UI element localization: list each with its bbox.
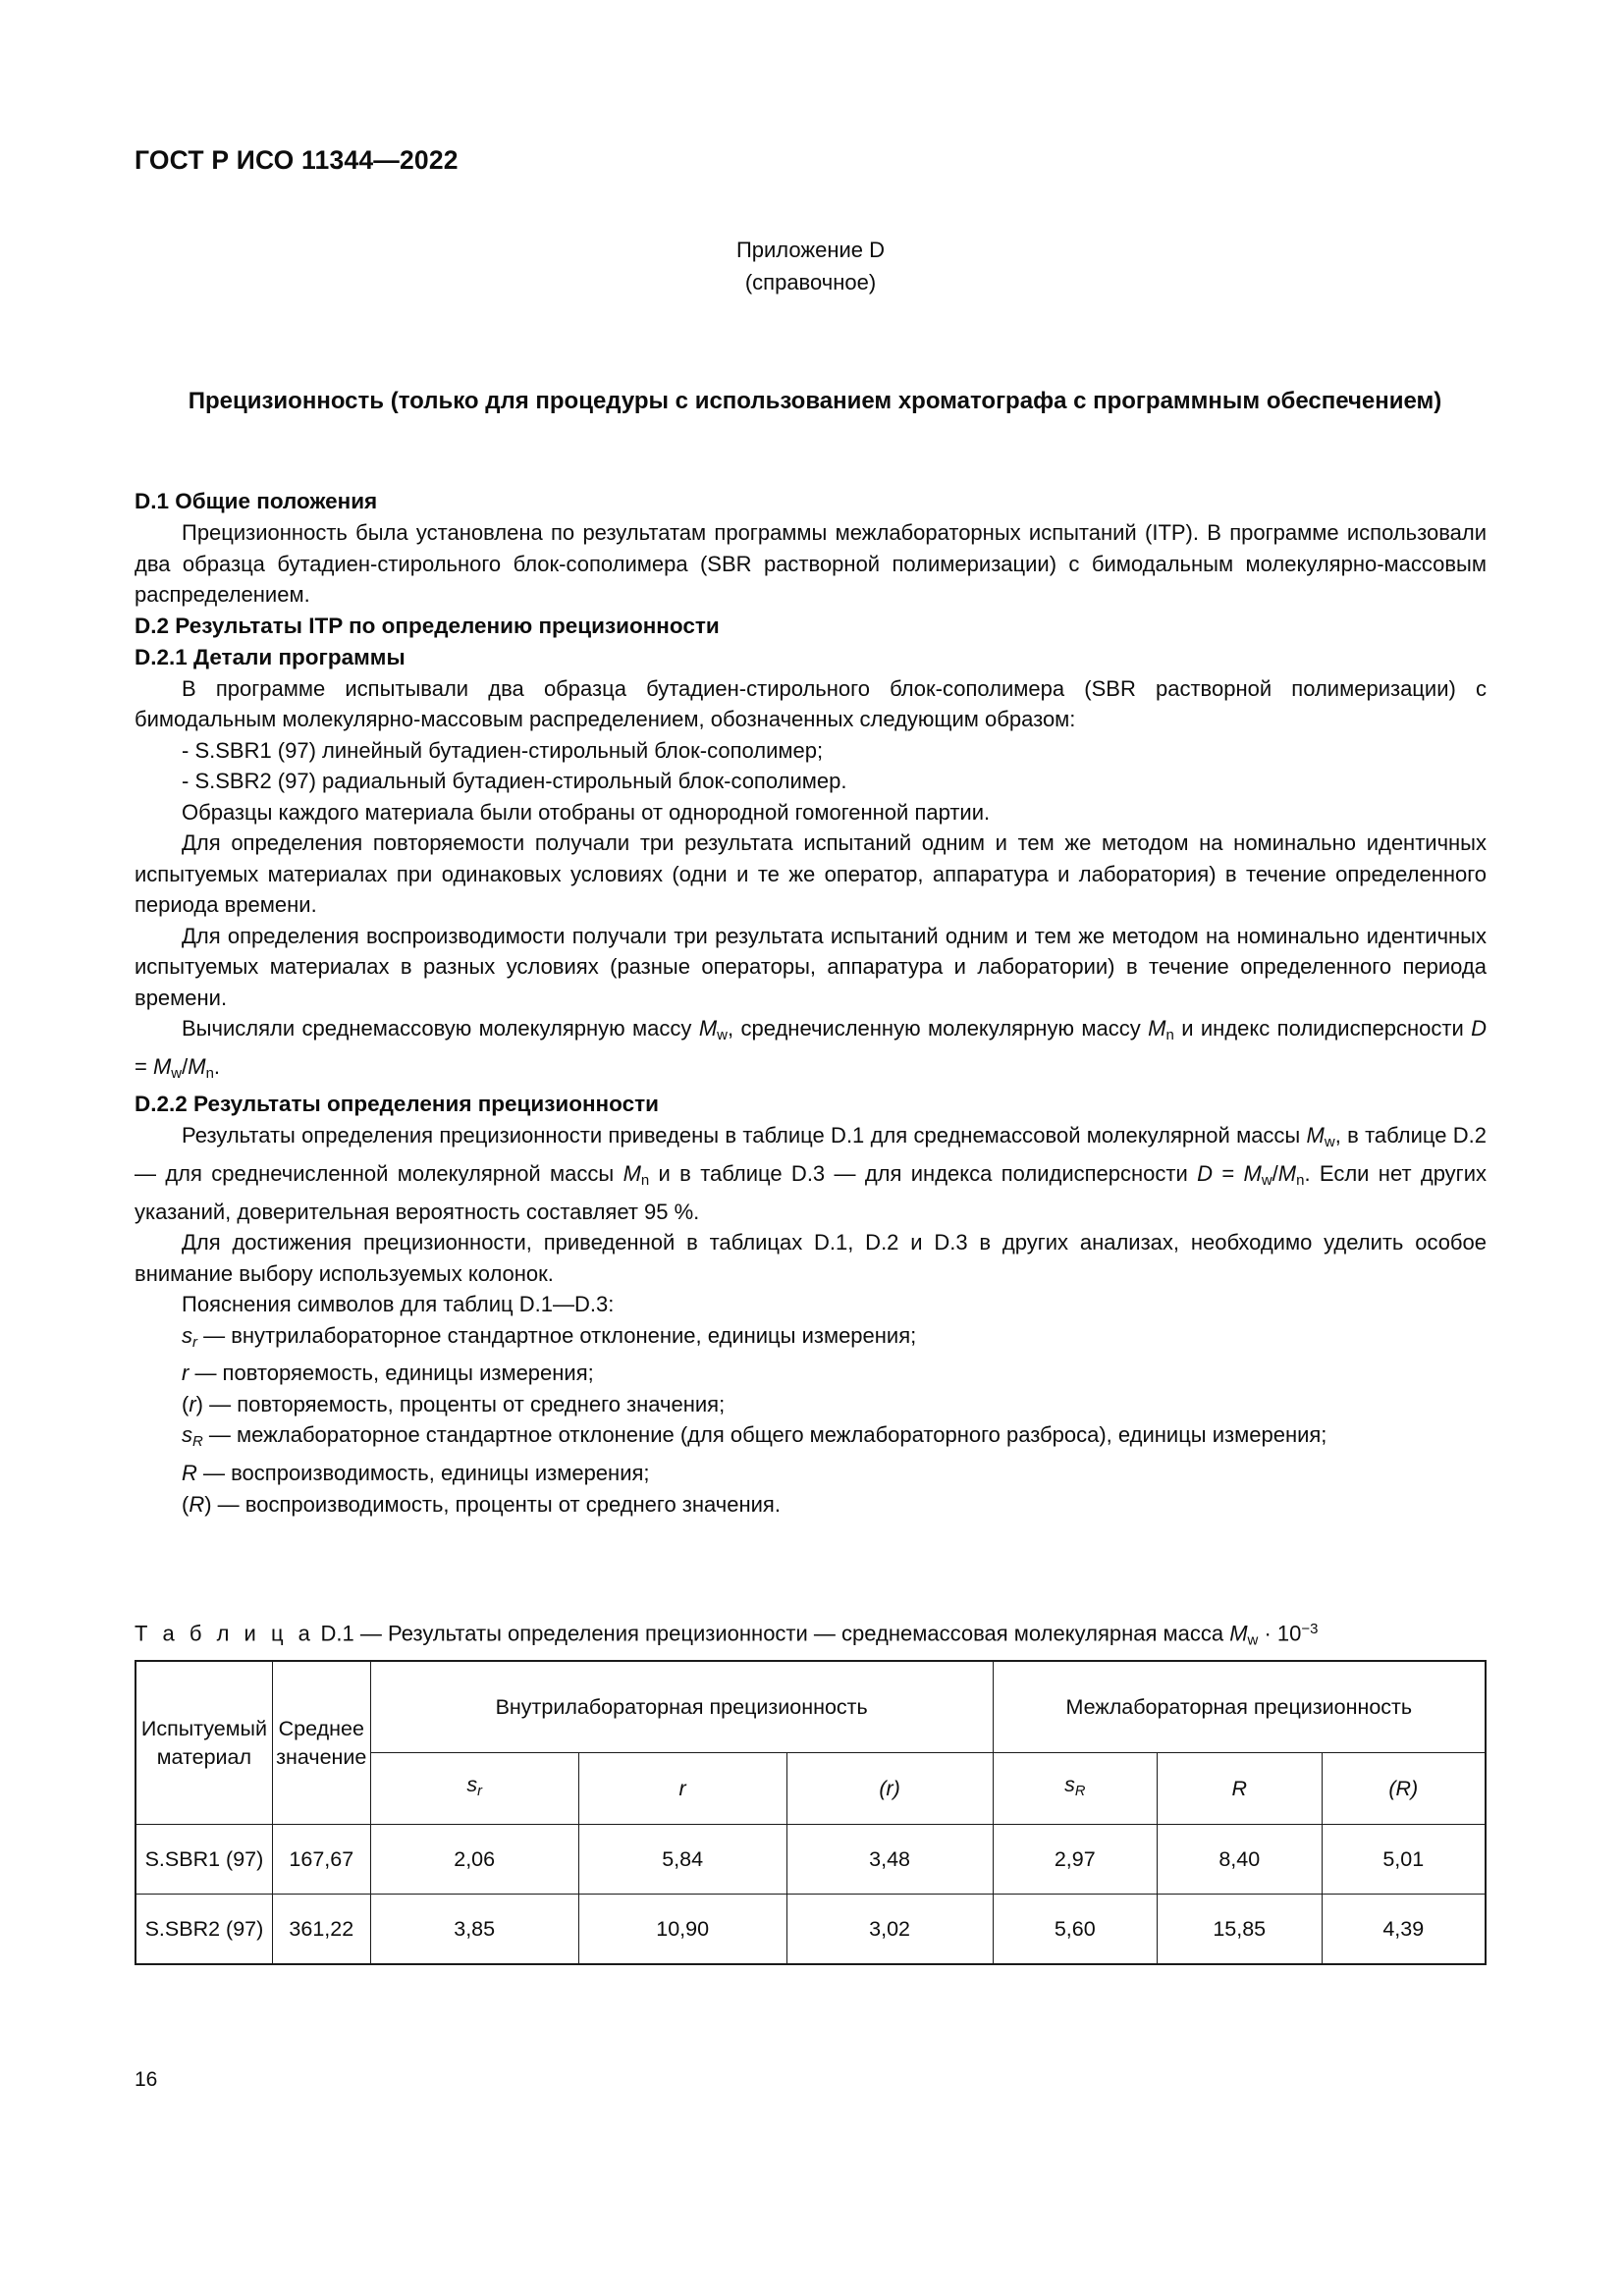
text-fragment: · 10 xyxy=(1258,1621,1302,1646)
header-group-interlab: Межлабораторная прецизионность xyxy=(993,1661,1486,1753)
table-header-row-groups xyxy=(135,1661,1486,1753)
text-fragment: — воспроизводимость, проценты от среднего значения. xyxy=(211,1491,781,1517)
text-fragment: Результаты определения прецизионности приведены в таблице D.1 для среднемассовой молекулярной массы xyxy=(182,1123,1307,1148)
text-fragment: — внутрилабораторное стандартное отклонение, единицы измерения; xyxy=(196,1322,917,1348)
text-fragment: и индекс полидисперсности xyxy=(1173,1016,1472,1041)
symbol-mn-2: M xyxy=(188,1053,206,1079)
symbol-definition-r xyxy=(135,1358,1487,1389)
cell-material: S.SBR2 (97) xyxy=(135,1895,272,1965)
header-mean: Среднее значение xyxy=(272,1661,370,1825)
paragraph-d22-1: Результаты определения прецизионности приведены в таблице D.1 для среднемассовой молекулярной массы $M_w$, в таблице D.2 — для среднечисленной молекулярной массы $M_n$ и в таблице D.3 — для индекса полидисперсности $D = M_w/M_n$. Если нет других указаний, доверительная вероятность составляет 95 %. xyxy=(135,1123,1487,1224)
table-caption-label: Т а б л и ц а xyxy=(135,1621,315,1646)
text-fragment: . xyxy=(213,1053,221,1079)
cell-R: 15,85 xyxy=(1157,1895,1322,1965)
annex-subtitle: (справочное) xyxy=(744,270,877,294)
cell-sr: 2,06 xyxy=(370,1825,578,1895)
symbol-mw-3-subscript: w xyxy=(1324,1134,1335,1151)
symbol-definition-r-paren: (r) — повторяемость, проценты от среднего значения; xyxy=(182,1391,726,1416)
symbol-mw-3: M xyxy=(1306,1123,1325,1148)
symbol-d-2: D xyxy=(1197,1161,1213,1187)
section-heading-d22: D.2.2 Результаты определения прецизионности xyxy=(135,1092,659,1117)
symbol-mw-2-subscript: w xyxy=(171,1064,183,1082)
header-sym-R: R xyxy=(1157,1753,1322,1825)
table-row xyxy=(135,1895,1486,1965)
symbol-mn: M xyxy=(1148,1016,1166,1041)
symbol-r: r xyxy=(182,1361,189,1386)
symbol-mn-4-subscript: n xyxy=(1296,1172,1305,1190)
cell-sR: 5,60 xyxy=(993,1895,1157,1965)
text-fragment: и в таблице D.3 — для индекса полидисперсности xyxy=(649,1161,1198,1187)
symbol-definition-sr xyxy=(135,1320,1487,1359)
paragraph-d21-5: Вычисляли среднемассовую молекулярную массу $M_w$, среднечисленную молекулярную массу $M_n$ и индекс полидисперсности $D = M_w/M_n$. xyxy=(135,1016,1488,1082)
paragraph-d21-4: Для определения воспроизводимости получали три результата испытаний одним и тем же методом на номинально идентичных испытуемых материалах в разных условиях (разные операторы, аппаратура и лаборатории) в течение определенного периода времени. xyxy=(135,923,1487,1010)
paragraph-d22-3: Пояснения символов для таблиц D.1—D.3: xyxy=(182,1292,615,1317)
text-fragment: — межлабораторное стандартное отклонение (для общего межлабораторного разброса), единицы измерения; xyxy=(202,1422,1327,1448)
symbol-definition-R-paren: (R) — воспроизводимость, проценты от среднего значения. xyxy=(182,1491,781,1517)
table-body xyxy=(135,1825,1486,1965)
cell-r: 5,84 xyxy=(578,1825,786,1895)
header-sym-sR: $s_R$ xyxy=(993,1753,1157,1825)
symbol-R-paren: R xyxy=(189,1491,205,1517)
text-fragment: . Если нет других указаний, доверительная вероятность составляет 95 %. xyxy=(135,1161,1487,1224)
paragraph-d21-1: В программе испытывали два образца бутадиен-стирольного блок-сополимера (SBR растворной полимеризации) с бимодальным молекулярно-массовым распределением, обозначенных следующим образом: xyxy=(135,675,1487,731)
list-item-ssbr2: - S.SBR2 (97) радиальный бутадиен-стирольный блок-сополимер. xyxy=(182,769,847,793)
table-caption-number: D.1 xyxy=(320,1621,354,1646)
symbol-s: s xyxy=(182,1322,192,1348)
list-item-ssbr1: - S.SBR1 (97) линейный бутадиен-стирольный блок-сополимер; xyxy=(182,737,824,763)
cell-r: 10,90 xyxy=(578,1895,786,1965)
symbol-mn-3-subscript: n xyxy=(640,1172,650,1190)
header-material: Испытуемый материал xyxy=(135,1661,272,1825)
cell-sr: 3,85 xyxy=(370,1895,578,1965)
section-heading-d1: D.1 Общие положения xyxy=(135,489,378,513)
symbol-mw-caption: M xyxy=(1229,1621,1248,1646)
text-fragment: Вычисляли среднемассовую молекулярную массу xyxy=(182,1016,699,1041)
symbol-mw-4-subscript: w xyxy=(1261,1172,1272,1190)
symbol-s-subscript-R: R xyxy=(192,1433,203,1451)
text-fragment: , среднечисленную молекулярную массу xyxy=(727,1016,1149,1041)
paragraph-d1-1: Прецизионность была установлена по результатам программы межлабораторных испытаний (ITP). В программе использовали два образца бутадиен-стирольного блок-сополимера (SBR растворной полимеризации) с бимодальным молекулярно-массовым распределением. xyxy=(135,520,1487,607)
symbol-mn-2-subscript: n xyxy=(205,1064,214,1082)
section-heading-d2: D.2 Результаты ITP по определению прецизионности xyxy=(135,613,720,638)
symbol-r-paren: r xyxy=(189,1391,196,1416)
header-sym-R-paren: (R) xyxy=(1322,1753,1486,1825)
paragraph-d21-3: Для определения повторяемости получали три результата испытаний одним и тем же методом на номинально идентичных испытуемых материалах при одинаковых условиях (одни и те же оператор, аппаратура и лаборатория) в течение определенного периода времени. xyxy=(135,830,1487,917)
precision-results-table xyxy=(135,1660,1487,1965)
table-header xyxy=(135,1661,1486,1825)
text-fragment: , в таблице D.2 — для среднечисленной молекулярной массы xyxy=(135,1123,1487,1187)
symbol-mw-caption-subscript: w xyxy=(1247,1631,1259,1649)
section-heading-d21: D.2.1 Детали программы xyxy=(135,644,406,669)
symbol-R: R xyxy=(182,1461,197,1486)
header-sym-sr: $s_r$ xyxy=(370,1753,578,1825)
page-title: Прецизионность (только для процедуры с использованием хроматографа с программным обеспечением) xyxy=(188,388,1442,414)
text-fragment: — повторяемость, проценты от среднего значения; xyxy=(202,1391,726,1416)
cell-R-pct: 5,01 xyxy=(1322,1825,1486,1895)
cell-R-pct: 4,39 xyxy=(1322,1895,1486,1965)
annex-block xyxy=(135,234,1487,298)
symbol-d: D xyxy=(1471,1016,1488,1041)
symbol-mw-subscript: w xyxy=(717,1027,728,1044)
header-sym-r: r xyxy=(578,1753,786,1825)
symbol-mw-2: M xyxy=(152,1053,172,1079)
symbol-s-2: s xyxy=(182,1422,192,1448)
annex-title: Приложение D xyxy=(735,238,886,262)
cell-mean: 361,22 xyxy=(272,1895,370,1965)
table-caption xyxy=(135,1615,1489,1656)
symbol-mn-3: M xyxy=(623,1161,641,1187)
cell-r-pct: 3,02 xyxy=(786,1895,993,1965)
table-row xyxy=(135,1825,1486,1895)
paragraph-d22-2: Для достижения прецизионности, приведенной в таблицах D.1, D.2 и D.3 в других анализах, необходимо уделить особое внимание выбору используемых колонок. xyxy=(135,1230,1487,1286)
symbol-definition-R xyxy=(135,1458,1487,1489)
cell-material: S.SBR1 (97) xyxy=(135,1825,272,1895)
symbol-mn-subscript: n xyxy=(1165,1027,1174,1044)
cell-r-pct: 3,48 xyxy=(786,1825,993,1895)
symbol-mn-4: M xyxy=(1277,1161,1297,1187)
symbol-mw-4: M xyxy=(1243,1161,1262,1187)
text-fragment: — воспроизводимость, единицы измерения; xyxy=(196,1461,650,1486)
text-fragment: — Результаты определения прецизионности — среднемассовая молекулярная масса xyxy=(353,1621,1230,1646)
table-caption-exponent: −3 xyxy=(1301,1621,1319,1637)
text-fragment: — повторяемость, единицы измерения; xyxy=(189,1361,594,1386)
document-header: ГОСТ Р ИСО 11344—2022 xyxy=(135,145,459,175)
symbol-mw: M xyxy=(698,1016,718,1041)
paragraph-d21-2: Образцы каждого материала были отобраны от однородной гомогенной партии. xyxy=(182,799,991,825)
page-number: 16 xyxy=(135,2068,158,2091)
document-body xyxy=(135,486,1487,1520)
cell-mean: 167,67 xyxy=(272,1825,370,1895)
header-group-intralab: Внутрилабораторная прецизионность xyxy=(370,1661,993,1753)
cell-R: 8,40 xyxy=(1157,1825,1322,1895)
header-sym-r-paren: (r) xyxy=(786,1753,993,1825)
symbol-s-subscript-r: r xyxy=(192,1333,197,1351)
cell-sR: 2,97 xyxy=(993,1825,1157,1895)
symbol-definition-sR xyxy=(135,1419,1487,1458)
